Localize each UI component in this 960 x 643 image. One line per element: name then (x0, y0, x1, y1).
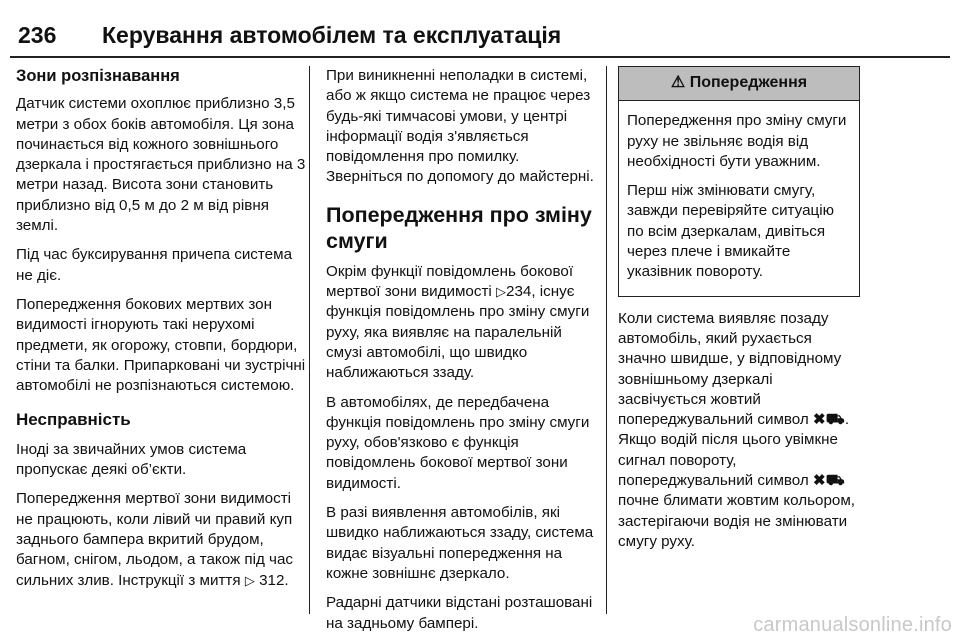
paragraph: Під час буксирування причепа система не діє. (16, 246, 293, 284)
header-rule (10, 56, 950, 58)
page-reference-icon: ▷ (496, 284, 507, 300)
paragraph (618, 309, 860, 553)
column-middle (326, 66, 598, 643)
paragraph: Попередження бокових мертвих зон видимості ігнорують такі нерухомі предмети, як огорожу, стовпи, бордюри, стіни та балки. Припарковані чи зустрічні автомобілі не розпізнаються системою. (16, 295, 306, 395)
warning-paragraph: Попередження про зміну смуги руху не звільняє водія від необхідності бути уважним. (627, 112, 847, 170)
column-divider (606, 66, 607, 614)
column-right (618, 66, 860, 561)
paragraph: Радарні датчики відстані розташовані на задньому бампері. (326, 594, 593, 632)
paragraph: В автомобілях, де передбачена функція повідомлень про зміну смуги руху, обов'язково є функція повідомлень бокової мертвої зони видимості. (326, 393, 590, 492)
column-divider (309, 66, 310, 614)
paragraph-text: , існує функція повідомлень про зміну смуги руху, яка виявляє на паралельній смузі автомобілі, що швидко наближаються ззаду. (326, 283, 590, 382)
page-header (10, 18, 950, 58)
paragraph-text: . Якщо водій після цього увімкне сигнал повороту, попереджувальний символ (618, 411, 850, 490)
page-number: 236 (18, 22, 57, 48)
heading-lane-change-alert: Попередження про зміну смуги (326, 202, 592, 253)
paragraph-text: Попередження мертвої зони видимості не працюють, коли лівий чи правий куп заднього бампера вкритий брудом, багном, снігом, льодом, а також під час сильних злив. Інструкції з миття (16, 490, 294, 589)
warning-body (619, 101, 859, 295)
watermark: carmanualsonline.info (753, 614, 952, 636)
paragraph (16, 489, 306, 590)
page-reference-icon: ▷ (244, 572, 255, 588)
warning-header (619, 67, 859, 101)
chapter-title: Керування автомобілем та експлуатація (102, 22, 562, 48)
paragraph-text: Коли система виявляє позаду автомобіль, який рухається значно швидше, у відповідному зовнішньому дзеркалі засвічується жовтий попереджувальний символ (618, 309, 842, 429)
warning-paragraph: Перш ніж змінювати смугу, завжди перевіряйте ситуацію по всім дзеркалам, дивіться через плече і вмикайте указівник повороту. (627, 182, 835, 281)
page-reference-link[interactable]: 234 (506, 283, 532, 301)
paragraph: В разі виявлення автомобілів, які швидко наближаються ззаду, система видає візуальні попередження на кожне зовнішнє дзеркало. (326, 504, 594, 582)
paragraph: При виникненні неполадки в системі, або ж якщо система не працює через будь-які тимчасові умови, у центрі інформації водія з'являється повідомлення про помилку. Зверніться по допомогу до майстерні. (326, 67, 594, 186)
warning-title: Попередження (689, 74, 808, 91)
column-left (16, 66, 306, 600)
heading-fault: Несправність (16, 410, 131, 430)
paragraph: Датчик системи охоплює приблизно 3,5 метри з обох боків автомобіля. Ця зона починається від кожного зовнішнього дзеркала і простягається приблизно на 3 метри назад. Висота зони становить приблизно від 0,5 м до 2 м від рівня землі. (16, 95, 306, 235)
page-reference-link[interactable]: 312. (259, 571, 289, 589)
blind-spot-car-icon: ✖⛟ (813, 472, 845, 490)
warning-triangle-icon: ⚠ (670, 74, 686, 91)
paragraph-text: почне блимати жовтим кольором, застерігаючи водія не змінювати смугу руху. (618, 492, 856, 550)
blind-spot-car-icon: ✖⛟ (813, 411, 845, 429)
paragraph: Іноді за звичайних умов система пропускає деякі об’єкти. (16, 440, 247, 479)
paragraph (326, 262, 598, 384)
paragraph-text: Окрім функції повідомлень бокової мертвої зони видимості (326, 262, 574, 301)
heading-detection-zones: Зони розпізнавання (16, 67, 180, 85)
warning-box (618, 66, 860, 297)
